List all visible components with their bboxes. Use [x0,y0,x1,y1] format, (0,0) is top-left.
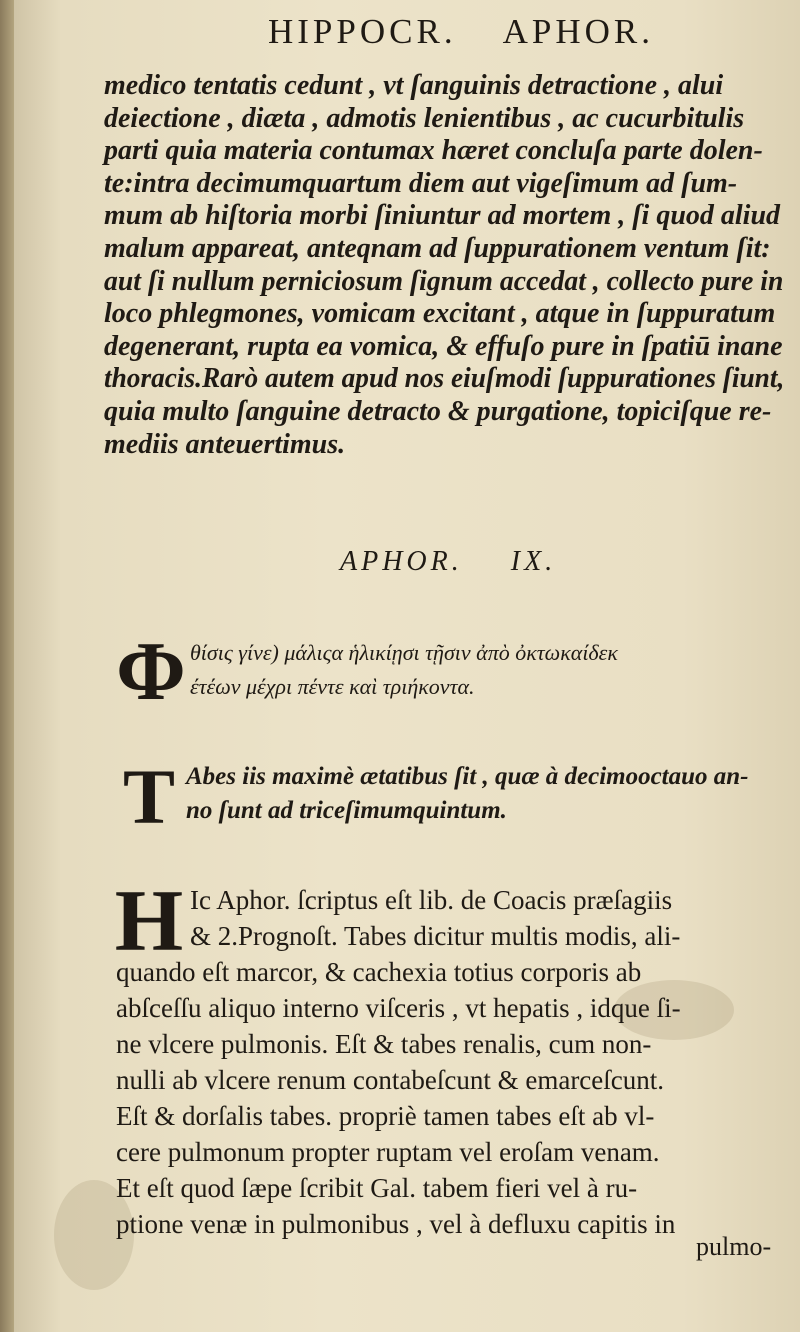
text-line: thoracis.Rarò autem apud nos eiuſmodi ſuppurationes ſiunt, [104,363,785,395]
aphorism-number: IX. [510,546,557,577]
text-line: mediis anteuertimus. [104,428,346,460]
text-line: loco phlegmones, vomicam excitant , atque in ſuppuratum [104,298,776,330]
commentary-line: ne vlcere pulmonis. Eſt & tabes renalis, cum non- [116,1029,652,1059]
commentary-drop-initial: H [114,873,184,970]
aphorism-label: APHOR. [340,546,463,577]
latin-drop-initial: T [122,753,176,840]
commentary-line: Eſt & dorſalis tabes. propriè tamen tabes eſt ab vl- [116,1101,655,1131]
commentary-line: nulli ab vlcere renum contabeſcunt & emarceſcunt. [116,1065,665,1095]
text-line: mum ab hiſtoria morbi ſiniuntur ad mortem , ſi quod aliud [104,200,781,232]
greek-drop-initial: Φ [116,625,186,718]
latin-line: Abes iis maximè ætatibus ſit , quæ à decimooctauo an- [186,763,749,790]
greek-line: θίσις γίνε) μάλιςα ἡλικίῃσι τῇσιν ἀπὸ ὀκτωκαίδεκ [190,640,618,665]
commentary-line: & 2.Prognoſt. Tabes dicitur multis modis, ali- [190,921,681,951]
continuation-paragraph [104,70,784,461]
book-binding-edge [0,0,14,1332]
aphorism-heading [340,546,556,578]
commentary-line: Et eſt quod ſæpe ſcribit Gal. tabem fieri vel à ru- [116,1173,638,1203]
running-header [268,12,654,52]
latin-aphorism-text [186,760,784,828]
text-line: parti quia materia contumax hæret concluſa parte dolen- [104,135,763,167]
commentary-paragraph [114,873,792,1242]
latin-line: no ſunt ad triceſimumquintum. [186,797,507,824]
greek-aphorism-text [190,636,784,704]
text-line: degenerant, rupta ea vomica, & effuſo pure in ſpatiū inane [104,330,783,362]
greek-line: έτέων μέχρι πέντε καὶ τριήκοντα. [190,674,475,699]
commentary-line: quando eſt marcor, & cachexia totius corporis ab [116,957,642,987]
commentary-line: abſceſſu aliquo interno viſceris , vt hepatis , idque ſi- [116,993,681,1023]
catchword: pulmo- [696,1232,772,1261]
text-line: malum appareat, anteqnam ad ſuppurationem ventum ſit: [104,232,771,264]
commentary-line: cere pulmonum propter ruptam vel eroſam venam. [116,1137,660,1167]
commentary-line: Ic Aphor. ſcriptus eſt lib. de Coacis præſagiis [190,885,673,915]
header-right: APHOR. [502,12,654,51]
text-line: te:intra decimumquartum diem aut vigeſimum ad ſum- [104,167,738,199]
text-line: deiectione , diæta , admotis lenientibus , ac cucurbitulis [104,102,745,134]
header-left: HIPPOCR. [268,12,457,51]
text-line: quia multo ſanguine detracto & purgatione, topiciſque re- [104,395,772,427]
text-line: medico tentatis cedunt , vt ſanguinis detractione , alui [104,70,724,101]
text-line: aut ſi nullum perniciosum ſignum accedat , collecto pure in [104,265,784,297]
commentary-line: ptione venæ in pulmonibus , vel à defluxu capitis in [116,1209,676,1239]
